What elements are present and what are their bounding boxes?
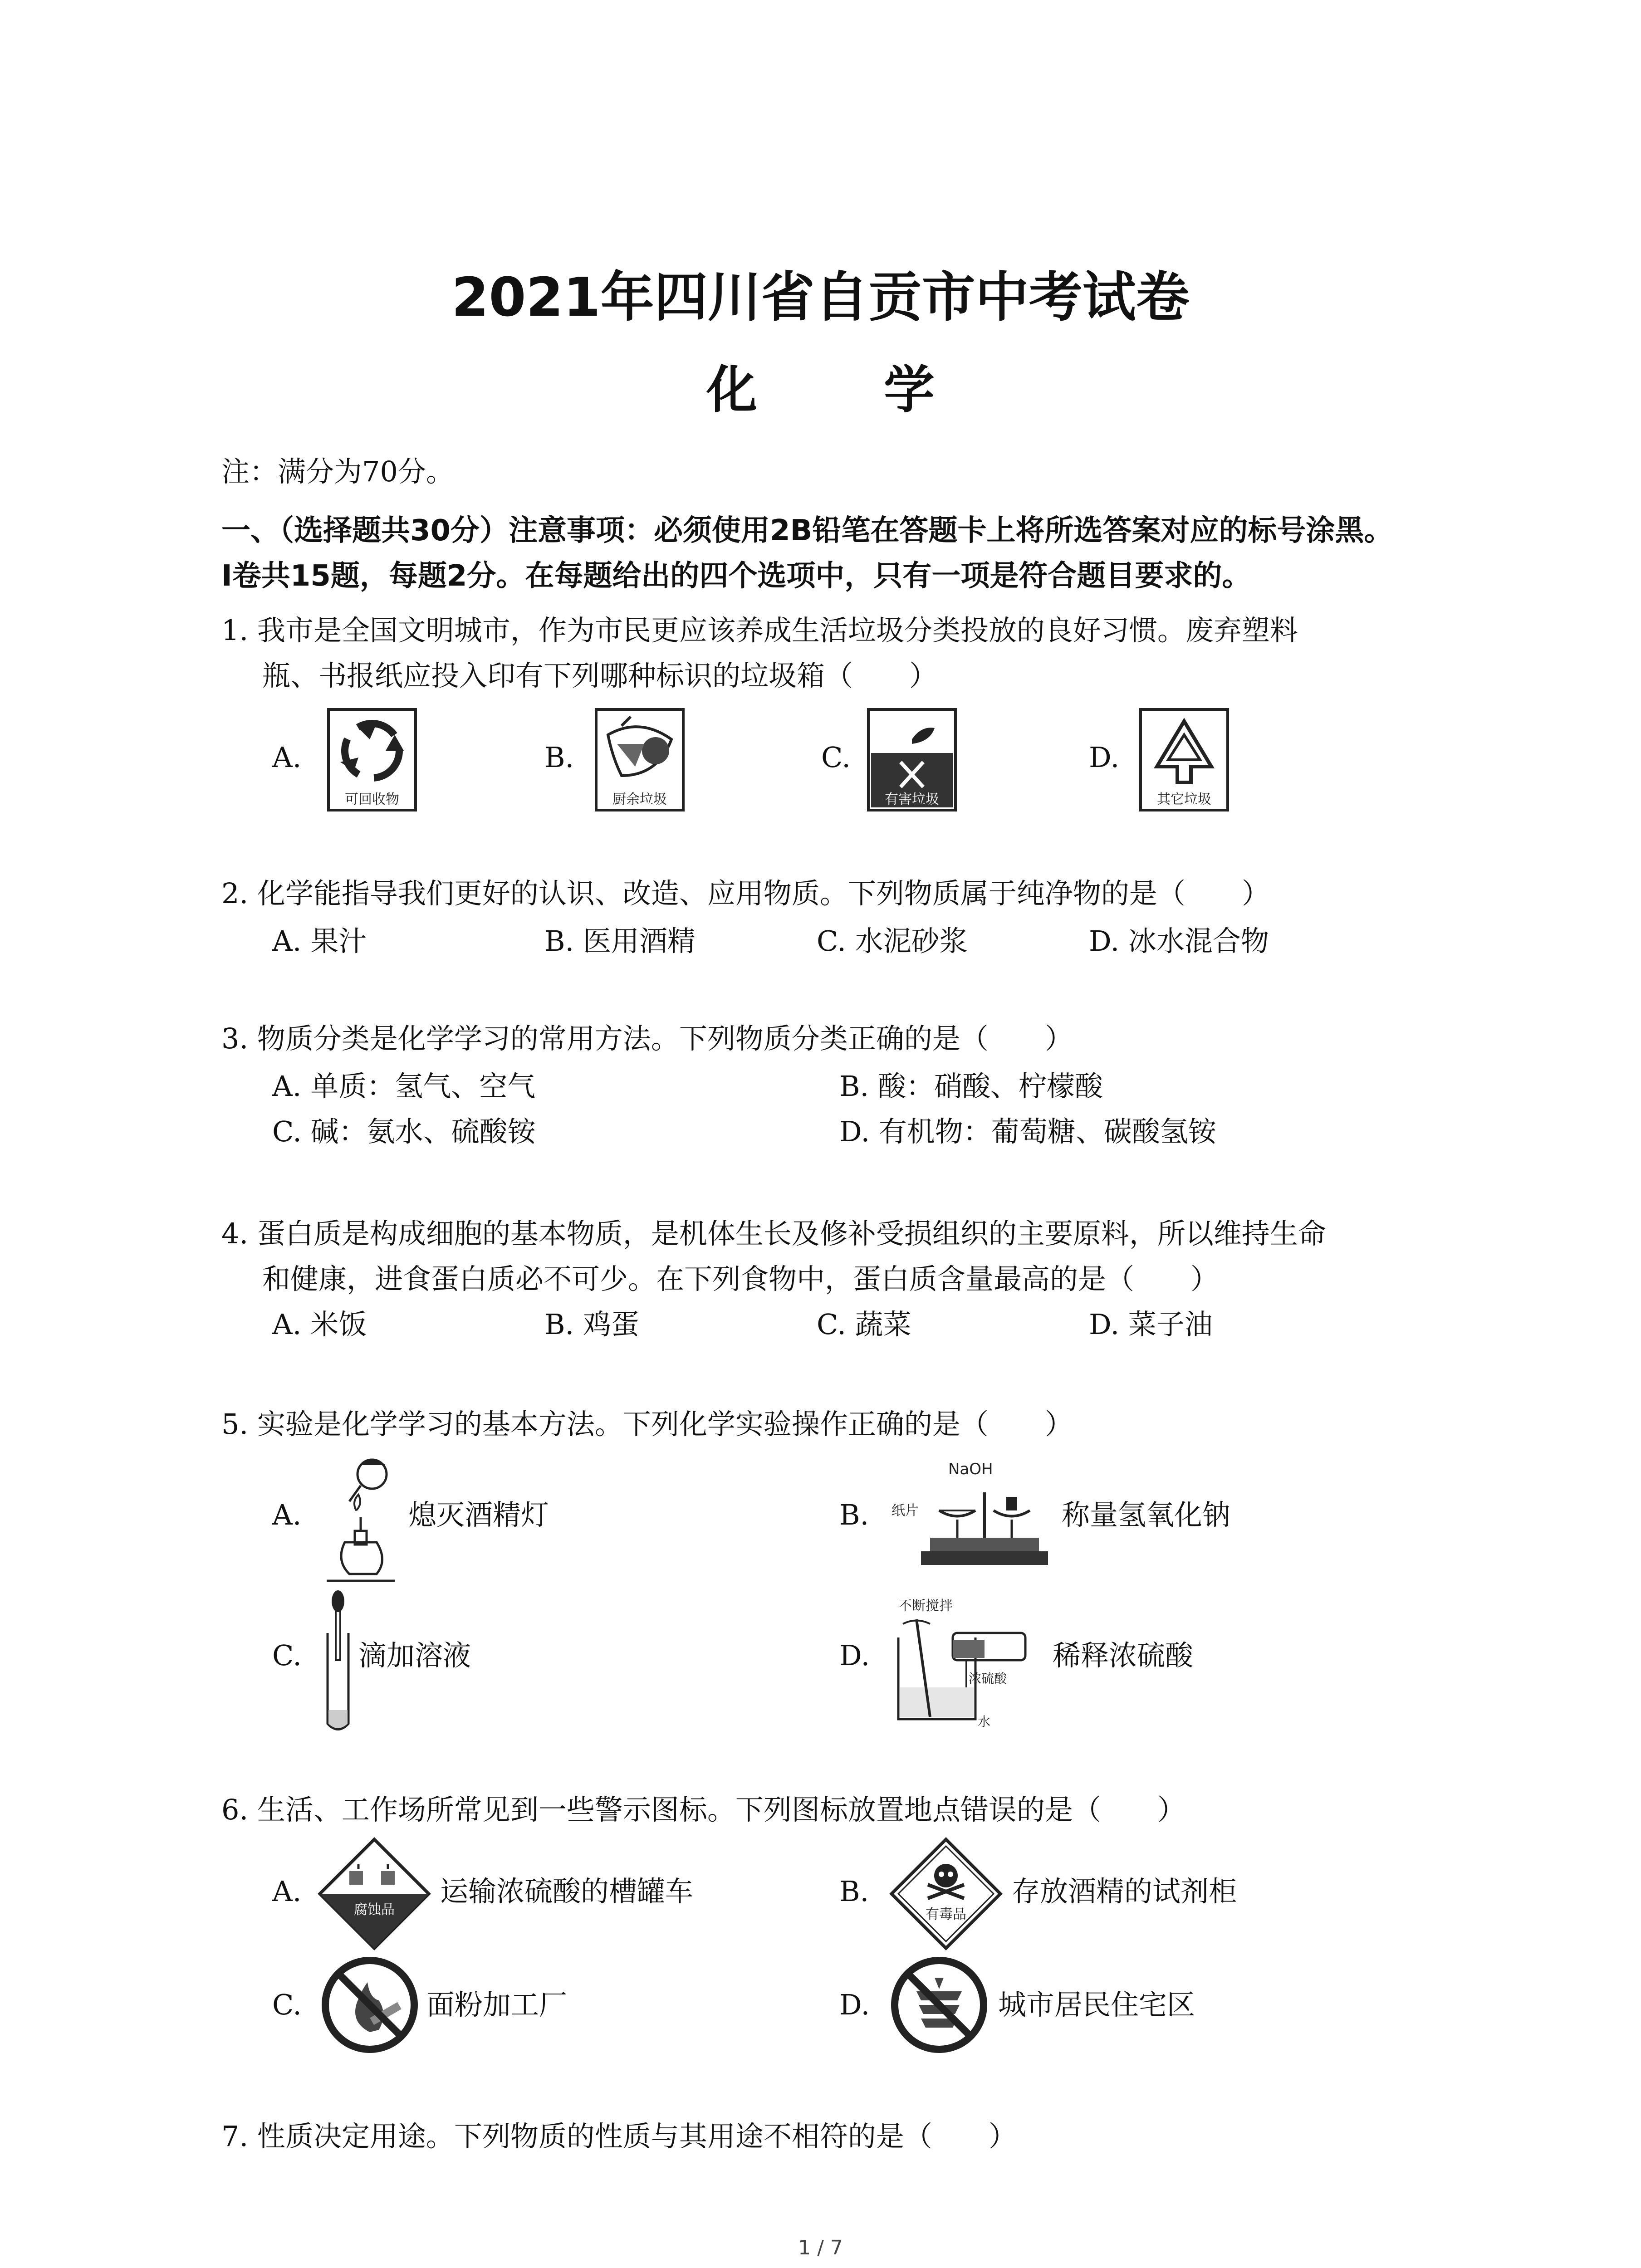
toxic-caption: 有毒品	[926, 1906, 966, 1922]
q6-option-a-label: A.	[272, 1875, 302, 1908]
q6-stem: 6. 生活、工作场所常见到一些警示图标。下列图标放置地点错误的是（ ）	[221, 1793, 1185, 1826]
paper-label: 纸片	[892, 1503, 919, 1519]
q2-option-b: B. 医用酒精	[544, 924, 696, 958]
q5-option-d-label: D.	[839, 1639, 870, 1672]
q4-option-d: D. 菜子油	[1089, 1308, 1213, 1341]
q3-option-c: C. 碱：氨水、硫酸铵	[272, 1115, 536, 1148]
q3-stem: 3. 物质分类是化学学习的常用方法。下列物质分类正确的是（ ）	[221, 1022, 1073, 1055]
q6-option-a-text: 运输浓硫酸的槽罐车	[440, 1875, 694, 1908]
q1-stem-line1: 1. 我市是全国文明城市，作为市民更应该养成生活垃圾分类投放的良好习惯。废弃塑料	[221, 614, 1298, 647]
q2-option-c: C. 水泥砂浆	[817, 924, 968, 958]
q6-option-c-label: C.	[272, 1988, 302, 2021]
no-fire-sign-icon	[320, 1955, 420, 2055]
exam-title: 2021年四川省自贡市中考试卷	[451, 266, 1190, 328]
corrosive-diamond-icon	[318, 1837, 431, 1950]
q4-stem-line2: 和健康，进食蛋白质必不可少。在下列食物中，蛋白质含量最高的是（ ）	[262, 1262, 1219, 1295]
stir-label: 不断搅拌	[898, 1598, 953, 1614]
q6-option-c-text: 面粉加工厂	[426, 1988, 568, 2021]
conc-acid-label: 浓硫酸	[969, 1671, 1007, 1686]
water-label: 水	[978, 1714, 991, 1729]
kitchen-waste-sign-icon	[594, 708, 685, 812]
q4-option-a: A. 米饭	[272, 1308, 367, 1341]
q6-option-d-text: 城市居民住宅区	[998, 1988, 1195, 2021]
q1-option-b-label: B.	[544, 741, 574, 774]
q5-option-c-text: 滴加溶液	[358, 1639, 471, 1672]
q4-option-c: C. 蔬菜	[817, 1308, 911, 1341]
q3-option-d: D. 有机物：葡萄糖、碳酸氢铵	[839, 1115, 1216, 1148]
q6-option-b-text: 存放酒精的试剂柜	[1012, 1875, 1237, 1908]
q5-option-a-text: 熄灭酒精灯	[408, 1498, 549, 1531]
q1-option-d-label: D.	[1089, 741, 1120, 774]
q5-option-b-label: B.	[839, 1498, 869, 1531]
extinguish-lamp-illustration	[318, 1452, 404, 1588]
q1-option-c-label: C.	[821, 741, 851, 774]
q5-option-b-text: 称量氢氧化钠	[1062, 1498, 1231, 1531]
q3-option-a: A. 单质：氢气、空气	[272, 1070, 536, 1103]
toxic-diamond-icon	[889, 1837, 1003, 1950]
other-waste-sign-icon	[1139, 708, 1230, 812]
q1-stem-line2: 瓶、书报纸应投入印有下列哪种标识的垃圾箱（ ）	[262, 659, 938, 692]
dilute-acid-illustration	[885, 1597, 1043, 1733]
q4-stem-line1: 4. 蛋白质是构成细胞的基本物质，是机体生长及修补受损组织的主要原料，所以维持生命	[221, 1217, 1326, 1250]
q2-stem: 2. 化学能指导我们更好的认识、改造、应用物质。下列物质属于纯净物的是（ ）	[221, 877, 1270, 910]
score-note: 注：满分为70分。	[221, 455, 454, 488]
corrosive-caption: 腐蚀品	[354, 1902, 395, 1918]
q5-option-d-text: 稀释浓硫酸	[1053, 1639, 1194, 1672]
hazardous-waste-sign-icon	[867, 708, 957, 812]
hazardous-waste-caption: 有害垃圾	[885, 792, 939, 807]
other-waste-caption: 其它垃圾	[1157, 792, 1211, 807]
kitchen-waste-caption: 厨余垃圾	[612, 792, 667, 807]
recyclable-caption: 可回收物	[345, 792, 399, 807]
balance-scale-illustration	[889, 1456, 1057, 1574]
q7-stem: 7. 性质决定用途。下列物质的性质与其用途不相符的是（ ）	[221, 2120, 1017, 2153]
q4-option-b: B. 鸡蛋	[544, 1308, 639, 1341]
no-fireworks-sign-icon	[889, 1955, 989, 2055]
q2-option-d: D. 冰水混合物	[1089, 924, 1269, 958]
exam-subject: 化 学	[706, 361, 989, 420]
q5-option-c-label: C.	[272, 1639, 302, 1672]
q5-stem: 5. 实验是化学学习的基本方法。下列化学实验操作正确的是（ ）	[221, 1408, 1073, 1441]
q6-option-b-label: B.	[839, 1875, 869, 1908]
q6-option-d-label: D.	[839, 1988, 870, 2021]
naoh-label: NaOH	[948, 1460, 993, 1478]
section-instructions-line1: 一、（选择题共30分）注意事项：必须使用2B铅笔在答题卡上将所选答案对应的标号涂黑。	[221, 514, 1393, 547]
q2-option-a: A. 果汁	[272, 924, 367, 958]
q3-option-b: B. 酸：硝酸、柠檬酸	[839, 1070, 1103, 1103]
section-instructions-line2: Ⅰ卷共15题，每题2分。在每题给出的四个选项中，只有一项是符合题目要求的。	[221, 559, 1251, 593]
q1-option-a-label: A.	[272, 741, 302, 774]
q5-option-a-label: A.	[272, 1498, 302, 1531]
page-number: 1 / 7	[798, 2236, 843, 2259]
recyclable-sign-icon	[327, 708, 417, 812]
